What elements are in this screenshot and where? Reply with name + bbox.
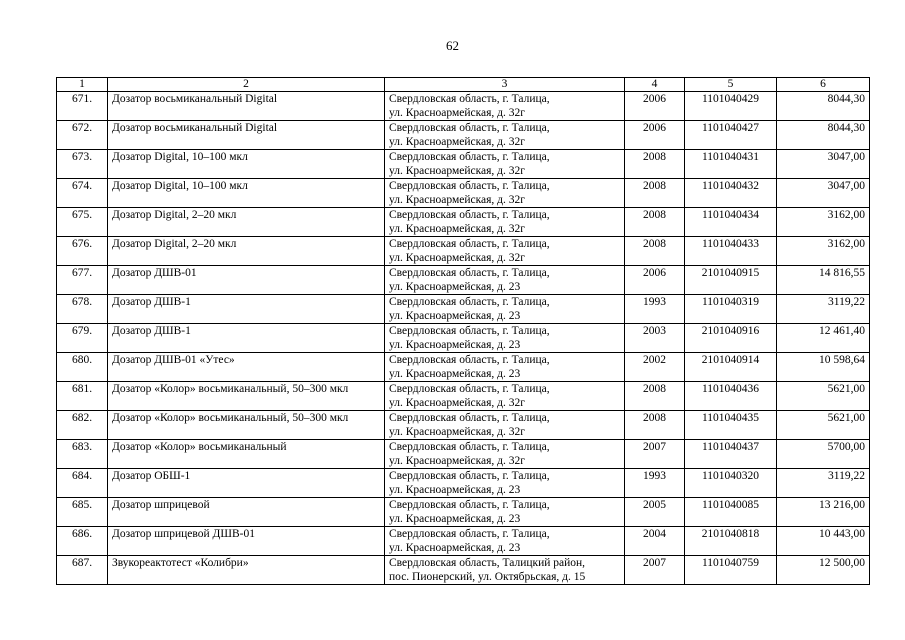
address-line-2: ул. Красноармейская, д. 23 (389, 542, 521, 554)
row-number: 677. (57, 266, 108, 295)
item-year: 2003 (625, 324, 685, 353)
inventory-number: 1101040437 (685, 440, 777, 469)
item-address (385, 382, 625, 411)
address-line-2: ул. Красноармейская, д. 32г (389, 397, 525, 409)
address-line-1: Свердловская область, г. Талица, (389, 93, 550, 105)
table-row (57, 353, 870, 382)
row-number: 683. (57, 440, 108, 469)
row-number: 684. (57, 469, 108, 498)
item-cost: 3047,00 (777, 179, 870, 208)
address-line-1: Свердловская область, г. Талица, (389, 528, 550, 540)
address-line-2: ул. Красноармейская, д. 32г (389, 107, 525, 119)
address-line-1: Свердловская область, г. Талица, (389, 412, 550, 424)
table-row (57, 440, 870, 469)
address-line-2: ул. Красноармейская, д. 23 (389, 281, 521, 293)
item-address (385, 556, 625, 585)
item-name: Дозатор ДШВ-1 (108, 324, 385, 353)
item-cost: 8044,30 (777, 121, 870, 150)
row-number: 678. (57, 295, 108, 324)
item-cost: 5621,00 (777, 382, 870, 411)
header-col-4: 4 (625, 78, 685, 92)
item-address (385, 295, 625, 324)
item-cost: 3119,22 (777, 469, 870, 498)
item-cost: 12 500,00 (777, 556, 870, 585)
item-year: 2008 (625, 179, 685, 208)
item-cost: 10 443,00 (777, 527, 870, 556)
address-line-2: ул. Красноармейская, д. 23 (389, 310, 521, 322)
item-address (385, 411, 625, 440)
inventory-number: 2101040916 (685, 324, 777, 353)
inventory-number: 1101040431 (685, 150, 777, 179)
address-line-1: Свердловская область, г. Талица, (389, 296, 550, 308)
header-col-2: 2 (108, 78, 385, 92)
item-year: 2006 (625, 121, 685, 150)
item-address (385, 527, 625, 556)
item-year: 2008 (625, 208, 685, 237)
item-name: Дозатор ДШВ-1 (108, 295, 385, 324)
item-year: 2008 (625, 411, 685, 440)
inventory-number: 1101040759 (685, 556, 777, 585)
item-address (385, 208, 625, 237)
row-number: 672. (57, 121, 108, 150)
address-line-1: Свердловская область, г. Талица, (389, 151, 550, 163)
inventory-number: 1101040434 (685, 208, 777, 237)
address-line-2: ул. Красноармейская, д. 32г (389, 252, 525, 264)
item-name: Дозатор восьмиканальный Digital (108, 92, 385, 121)
address-line-1: Свердловская область, г. Талица, (389, 441, 550, 453)
row-number: 674. (57, 179, 108, 208)
address-line-1: Свердловская область, г. Талица, (389, 354, 550, 366)
address-line-1: Свердловская область, г. Талица, (389, 122, 550, 134)
row-number: 686. (57, 527, 108, 556)
inventory-number: 1101040432 (685, 179, 777, 208)
table-body (57, 92, 870, 585)
table-row (57, 150, 870, 179)
inventory-number: 1101040429 (685, 92, 777, 121)
table-row (57, 411, 870, 440)
inventory-number: 1101040436 (685, 382, 777, 411)
address-line-2: ул. Красноармейская, д. 32г (389, 165, 525, 177)
header-row (57, 78, 870, 92)
address-line-2: ул. Красноармейская, д. 32г (389, 426, 525, 438)
address-line-1: Свердловская область, г. Талица, (389, 499, 550, 511)
item-year: 2005 (625, 498, 685, 527)
address-line-2: пос. Пионерский, ул. Октябрьская, д. 15 (389, 571, 586, 583)
property-table (56, 77, 870, 585)
table-row (57, 498, 870, 527)
item-cost: 13 216,00 (777, 498, 870, 527)
item-cost: 8044,30 (777, 92, 870, 121)
inventory-number: 1101040427 (685, 121, 777, 150)
item-year: 2007 (625, 440, 685, 469)
item-cost: 3162,00 (777, 208, 870, 237)
item-name: Дозатор Digital, 2–20 мкл (108, 208, 385, 237)
address-line-1: Свердловская область, г. Талица, (389, 325, 550, 337)
address-line-1: Свердловская область, Талицкий район, (389, 557, 586, 569)
address-line-1: Свердловская область, г. Талица, (389, 383, 550, 395)
item-name: Дозатор ДШВ-01 «Утес» (108, 353, 385, 382)
item-cost: 10 598,64 (777, 353, 870, 382)
item-address (385, 266, 625, 295)
item-name: Звукореактотест «Колибри» (108, 556, 385, 585)
item-address (385, 440, 625, 469)
row-number: 673. (57, 150, 108, 179)
item-name: Дозатор восьмиканальный Digital (108, 121, 385, 150)
item-address (385, 92, 625, 121)
address-line-2: ул. Красноармейская, д. 23 (389, 339, 521, 351)
address-line-1: Свердловская область, г. Талица, (389, 180, 550, 192)
row-number: 682. (57, 411, 108, 440)
address-line-2: ул. Красноармейская, д. 32г (389, 455, 525, 467)
table-row (57, 92, 870, 121)
inventory-number: 2101040915 (685, 266, 777, 295)
item-name: Дозатор ОБШ-1 (108, 469, 385, 498)
item-name: Дозатор Digital, 2–20 мкл (108, 237, 385, 266)
table-row (57, 266, 870, 295)
item-cost: 3162,00 (777, 237, 870, 266)
inventory-number: 1101040320 (685, 469, 777, 498)
header-col-6: 6 (777, 78, 870, 92)
item-year: 2008 (625, 150, 685, 179)
item-address (385, 121, 625, 150)
table-row (57, 237, 870, 266)
row-number: 676. (57, 237, 108, 266)
address-line-1: Свердловская область, г. Талица, (389, 470, 550, 482)
address-line-2: ул. Красноармейская, д. 32г (389, 136, 525, 148)
page-number: 62 (446, 38, 459, 53)
inventory-number: 2101040818 (685, 527, 777, 556)
table-row (57, 295, 870, 324)
table-row (57, 179, 870, 208)
item-address (385, 469, 625, 498)
table-row (57, 208, 870, 237)
item-name: Дозатор «Колор» восьмиканальный, 50–300 мкл (108, 382, 385, 411)
item-name: Дозатор шприцевой ДШВ-01 (108, 527, 385, 556)
table-row (57, 121, 870, 150)
table-row (57, 324, 870, 353)
inventory-number: 1101040435 (685, 411, 777, 440)
item-cost: 12 461,40 (777, 324, 870, 353)
inventory-number: 2101040914 (685, 353, 777, 382)
item-cost: 3047,00 (777, 150, 870, 179)
item-year: 2008 (625, 382, 685, 411)
item-name: Дозатор Digital, 10–100 мкл (108, 179, 385, 208)
address-line-2: ул. Красноармейская, д. 32г (389, 194, 525, 206)
item-cost: 3119,22 (777, 295, 870, 324)
item-year: 1993 (625, 295, 685, 324)
item-name: Дозатор «Колор» восьмиканальный (108, 440, 385, 469)
item-year: 2002 (625, 353, 685, 382)
item-cost: 14 816,55 (777, 266, 870, 295)
header-col-5: 5 (685, 78, 777, 92)
row-number: 675. (57, 208, 108, 237)
table-row (57, 469, 870, 498)
address-line-2: ул. Красноармейская, д. 23 (389, 484, 521, 496)
inventory-number: 1101040433 (685, 237, 777, 266)
address-line-1: Свердловская область, г. Талица, (389, 238, 550, 250)
item-year: 2006 (625, 92, 685, 121)
table-row (57, 556, 870, 585)
address-line-2: ул. Красноармейская, д. 23 (389, 368, 521, 380)
row-number: 679. (57, 324, 108, 353)
item-address (385, 150, 625, 179)
item-year: 2008 (625, 237, 685, 266)
address-line-1: Свердловская область, г. Талица, (389, 267, 550, 279)
item-address (385, 353, 625, 382)
row-number: 671. (57, 92, 108, 121)
item-name: Дозатор ДШВ-01 (108, 266, 385, 295)
header-col-3: 3 (385, 78, 625, 92)
row-number: 680. (57, 353, 108, 382)
item-year: 1993 (625, 469, 685, 498)
item-year: 2004 (625, 527, 685, 556)
item-cost: 5700,00 (777, 440, 870, 469)
address-line-2: ул. Красноармейская, д. 32г (389, 223, 525, 235)
item-name: Дозатор «Колор» восьмиканальный, 50–300 мкл (108, 411, 385, 440)
inventory-number: 1101040085 (685, 498, 777, 527)
header-col-1: 1 (57, 78, 108, 92)
table-row (57, 527, 870, 556)
item-year: 2007 (625, 556, 685, 585)
item-address (385, 237, 625, 266)
row-number: 681. (57, 382, 108, 411)
item-name: Дозатор шприцевой (108, 498, 385, 527)
row-number: 687. (57, 556, 108, 585)
item-address (385, 324, 625, 353)
address-line-1: Свердловская область, г. Талица, (389, 209, 550, 221)
row-number: 685. (57, 498, 108, 527)
table-row (57, 382, 870, 411)
item-name: Дозатор Digital, 10–100 мкл (108, 150, 385, 179)
inventory-number: 1101040319 (685, 295, 777, 324)
item-address (385, 498, 625, 527)
item-address (385, 179, 625, 208)
address-line-2: ул. Красноармейская, д. 23 (389, 513, 521, 525)
item-year: 2006 (625, 266, 685, 295)
item-cost: 5621,00 (777, 411, 870, 440)
